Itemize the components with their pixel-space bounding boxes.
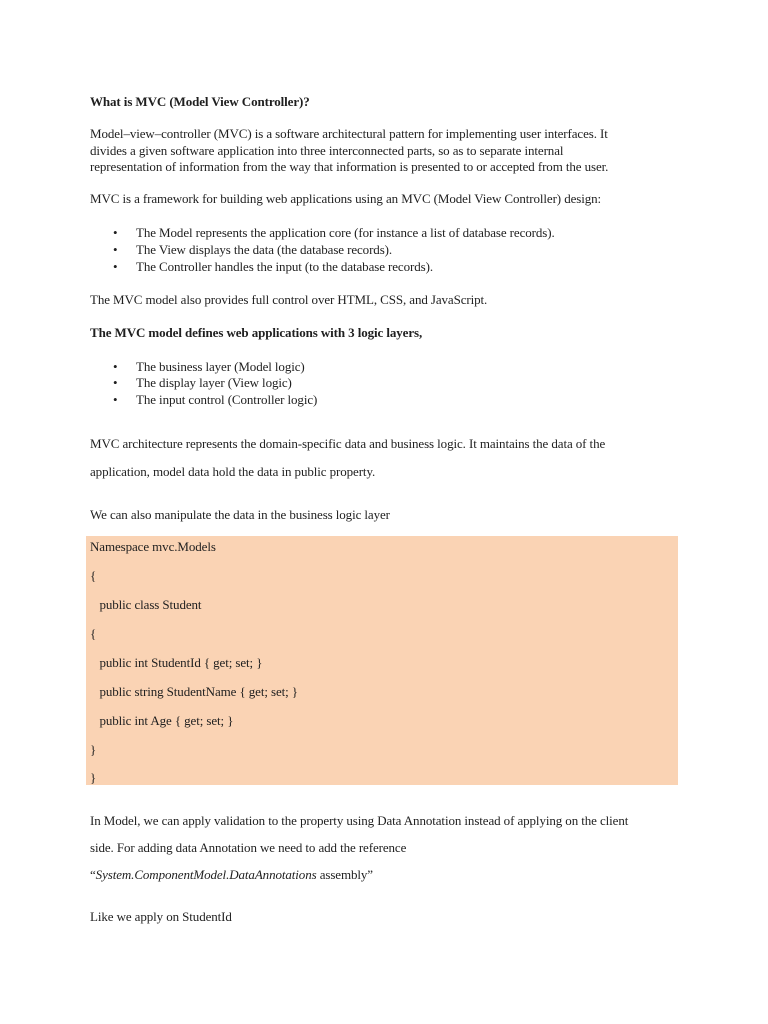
code-line: } (90, 742, 97, 757)
list-item-text: The Controller handles the input (to the database records). (136, 259, 433, 274)
list-item-text: The Model represents the application core (for instance a list of database records). (136, 225, 555, 240)
list-item-text: The business layer (Model logic) (136, 359, 305, 374)
bullet-icon: • (113, 375, 118, 390)
intro-line-3: representation of information from the way that information is presented to or accepted from the user. (90, 159, 609, 174)
code-line: public string StudentName { get; set; } (90, 684, 298, 699)
intro-line-1: Model–view–controller (MVC) is a software architectural pattern for implementing user interfaces. It (90, 126, 608, 141)
page-heading: What is MVC (Model View Controller)? (90, 94, 310, 109)
assembly-suffix: assembly” (316, 867, 373, 882)
code-line: public int Age { get; set; } (90, 713, 234, 728)
list-item-text: The display layer (View logic) (136, 375, 292, 390)
architecture-line-2: application, model data hold the data in public property. (90, 464, 376, 479)
code-line: { (90, 568, 97, 583)
like-paragraph: Like we apply on StudentId (90, 909, 232, 924)
code-line: Namespace mvc.Models (90, 539, 216, 554)
list-item-text: The View displays the data (the database records). (136, 242, 393, 257)
code-line: public int StudentId { get; set; } (90, 655, 263, 670)
assembly-reference (90, 866, 373, 883)
list-item-text: The input control (Controller logic) (136, 392, 318, 407)
open-quote: “ (90, 867, 96, 882)
code-line: } (90, 770, 97, 785)
bullet-icon: • (113, 392, 118, 407)
framework-paragraph: MVC is a framework for building web applications using an MVC (Model View Controller) design: (90, 191, 602, 206)
bullet-icon: • (113, 242, 118, 257)
validation-line-2: side. For adding data Annotation we need to add the reference (90, 840, 407, 855)
intro-line-2: divides a given software application into three interconnected parts, so as to separate internal (90, 143, 564, 158)
validation-line-1: In Model, we can apply validation to the property using Data Annotation instead of applying on the client (90, 813, 629, 828)
layers-heading: The MVC model defines web applications with 3 logic layers, (90, 325, 423, 340)
bullet-icon: • (113, 225, 118, 240)
code-line: { (90, 626, 97, 641)
assembly-name: System.ComponentModel.DataAnnotations (95, 867, 317, 882)
bullet-icon: • (113, 359, 118, 374)
architecture-line-1: MVC architecture represents the domain-specific data and business logic. It maintains the data of the (90, 436, 606, 451)
bullet-icon: • (113, 259, 118, 274)
code-block (86, 536, 678, 785)
control-paragraph: The MVC model also provides full control over HTML, CSS, and JavaScript. (90, 292, 488, 307)
code-line: public class Student (90, 597, 202, 612)
manipulate-paragraph: We can also manipulate the data in the business logic layer (90, 507, 390, 522)
